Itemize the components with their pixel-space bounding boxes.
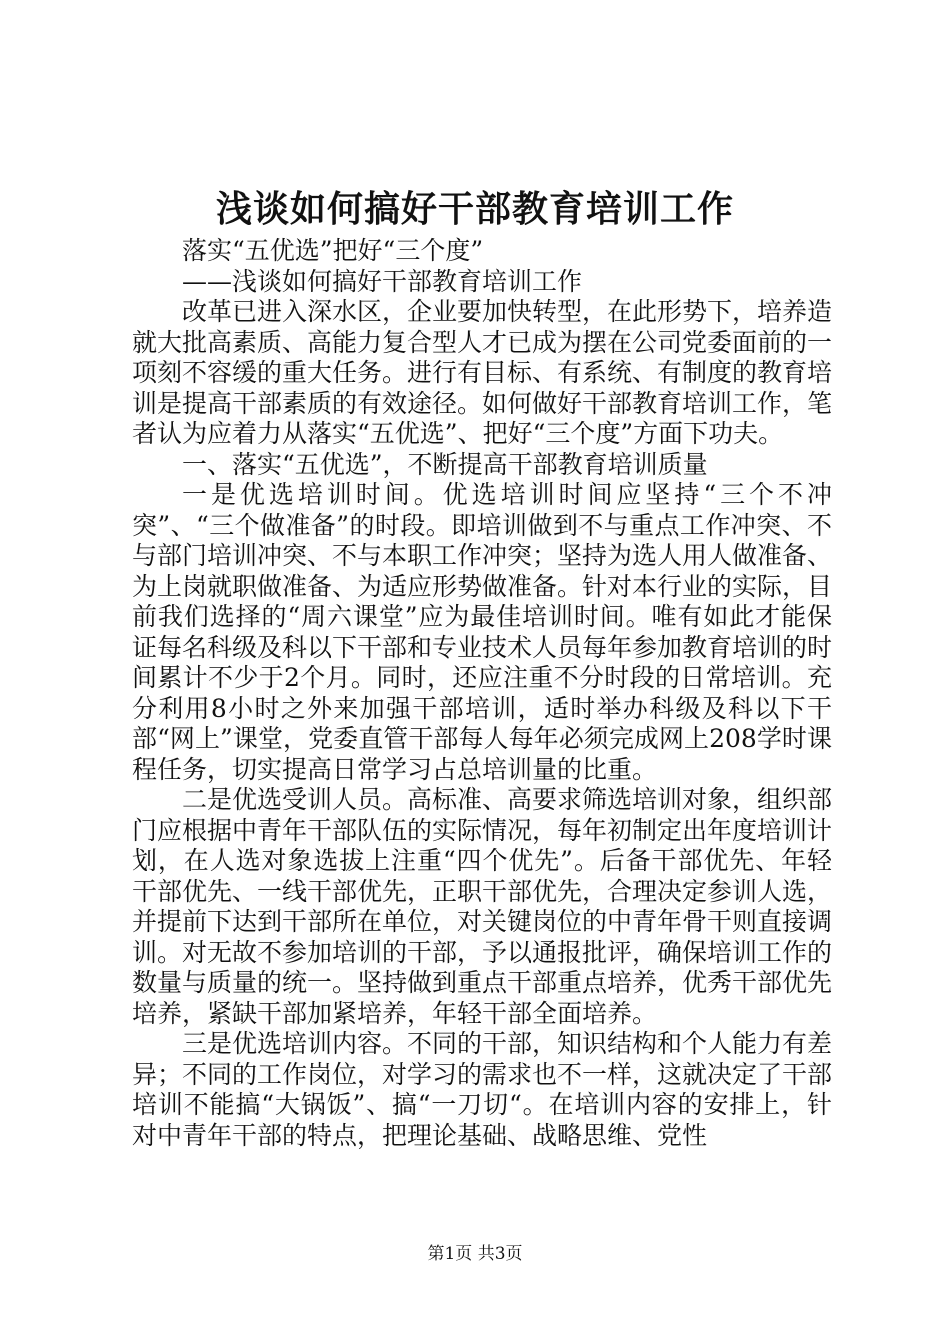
section-heading: 一、落实“五优选”，不断提高干部教育培训质量 bbox=[182, 449, 708, 479]
page-footer: 第1页 共3页 bbox=[427, 1244, 523, 1264]
body-paragraph: 二是优选受训人员。高标准、高要求筛选培训对象，组织部门应根据中青年干部队伍的实际情况，每年初制定出年度培训计划，在人选对象选拔上注重“四个优先”。后备干部优先、年轻干部优先、一线干部优先，正职干部优先，合理决定参训人选，并提前下达到干部所在单位，对关键岗位的中青年骨干则直接调训。对无故不参加培训的干部，予以通报批评，确保培训工作的数量与质量的统一。坚持做到重点干部重点培养，优秀干部优先培养，紧缺干部加紧培养，年轻干部全面培养。 bbox=[132, 785, 833, 1028]
document-title: 浅谈如何搞好干部教育培训工作 bbox=[215, 188, 734, 230]
body-paragraph: 改革已进入深水区，企业要加快转型，在此形势下，培养造就大批高素质、高能力复合型人才已成为摆在公司党委面前的一项刻不容缓的重大任务。进行有目标、有系统、有制度的教育培训是提高干部素质的有效途径。如何做好干部教育培训工作，笔者认为应着力从落实“五优选”、把好“三个度”方面下功夫。 bbox=[132, 297, 833, 448]
body-paragraph: 一是优选培训时间。优选培训时间应坚持“三个不冲突”、“三个做准备”的时段。即培训做到不与重点工作冲突、不与部门培训冲突、不与本职工作冲突；坚持为选人用人做准备、为上岗就职做准备、为适应形势做准备。针对本行业的实际，目前我们选择的“周六课堂”应为最佳培训时间。唯有如此才能保证每名科级及科以下干部和专业技术人员每年参加教育培训的时间累计不少于2个月。同时，还应注重不分时段的日常培训。充分利用8小时之外来加强干部培训，适时举办科级及科以下干部“网上”课堂，党委直管干部每人每年必须完成网上208学时课程任务，切实提高日常学习占总培训量的比重。 bbox=[132, 480, 833, 784]
document-body bbox=[132, 236, 832, 1151]
subtitle-line: ——浅谈如何搞好干部教育培训工作 bbox=[182, 266, 583, 296]
subtitle-line: 落实“五优选”把好“三个度” bbox=[182, 236, 484, 265]
body-paragraph: 三是优选培训内容。不同的干部，知识结构和个人能力有差异；不同的工作岗位，对学习的需求也不一样，这就决定了干部培训不能搞“大锅饭”、搞“一刀切“。在培训内容的安排上，针对中青年干部的特点，把理论基础、战略思维、党性 bbox=[132, 1029, 833, 1150]
